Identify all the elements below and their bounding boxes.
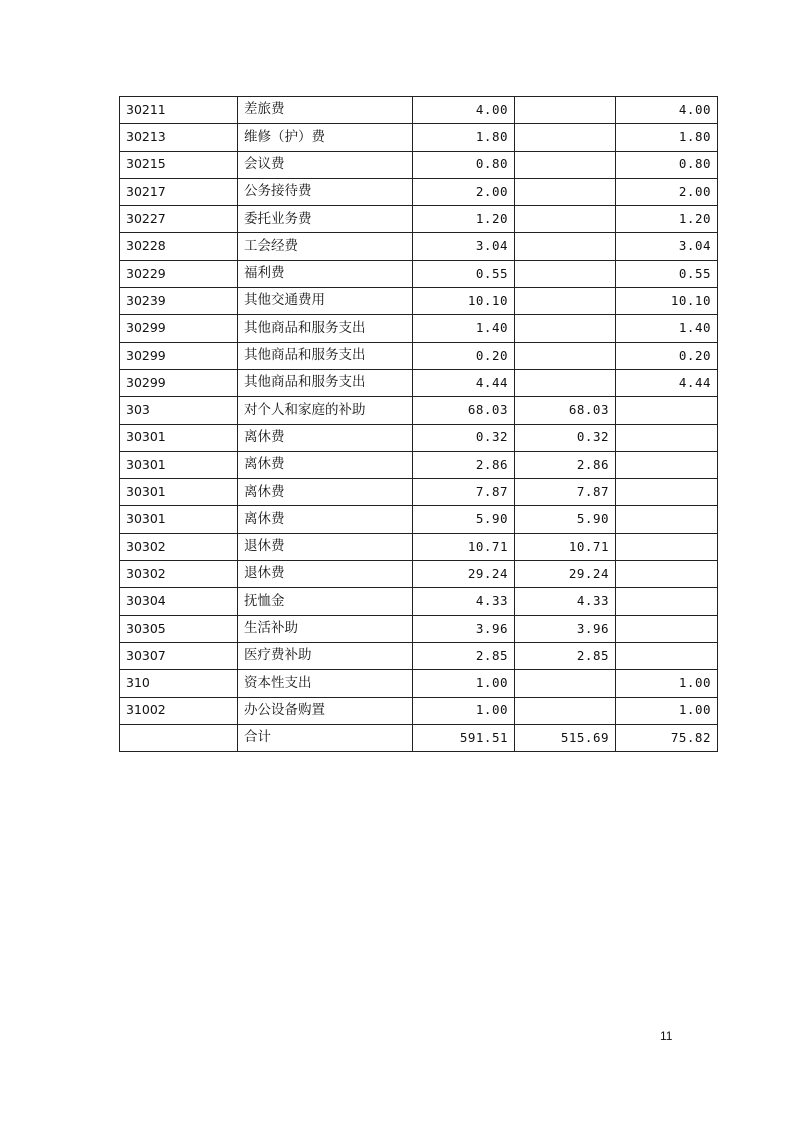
basic-cell: 68.03 [515,397,616,424]
code-cell: 30305 [120,615,238,642]
total-cell: 10.10 [413,288,515,315]
name-cell: 生活补助 [238,615,413,642]
table-row [120,506,718,533]
project-cell: 10.10 [616,288,718,315]
code-cell: 30227 [120,206,238,233]
total-cell: 2.85 [413,642,515,669]
code-cell: 30301 [120,424,238,451]
basic-cell: 10.71 [515,533,616,560]
table-row [120,233,718,260]
code-cell: 30239 [120,288,238,315]
total-cell: 10.71 [413,533,515,560]
table-body [120,97,718,752]
name-cell: 退休费 [238,561,413,588]
expenditure-table [119,96,718,752]
name-cell: 委托业务费 [238,206,413,233]
basic-cell [515,697,616,724]
project-cell [616,615,718,642]
name-cell: 福利费 [238,260,413,287]
basic-cell [515,97,616,124]
table-row [120,315,718,342]
basic-cell: 5.90 [515,506,616,533]
total-cell: 1.00 [413,697,515,724]
total-cell: 29.24 [413,561,515,588]
basic-cell [515,315,616,342]
total-cell: 2.86 [413,451,515,478]
total-cell: 3.96 [413,615,515,642]
table-row [120,424,718,451]
basic-cell [515,233,616,260]
code-cell: 310 [120,670,238,697]
code-cell: 30307 [120,642,238,669]
code-cell: 30228 [120,233,238,260]
table-row [120,369,718,396]
table-row [120,724,718,751]
total-cell: 0.20 [413,342,515,369]
name-cell: 对个人和家庭的补助 [238,397,413,424]
table-row [120,479,718,506]
total-cell: 1.20 [413,206,515,233]
name-cell: 抚恤金 [238,588,413,615]
basic-cell [515,260,616,287]
project-cell: 1.20 [616,206,718,233]
name-cell: 离休费 [238,451,413,478]
code-cell: 30299 [120,315,238,342]
basic-cell: 515.69 [515,724,616,751]
table-row [120,124,718,151]
table-row [120,697,718,724]
table-row [120,206,718,233]
basic-cell [515,124,616,151]
code-cell: 30301 [120,451,238,478]
basic-cell: 4.33 [515,588,616,615]
project-cell: 2.00 [616,178,718,205]
project-cell [616,424,718,451]
project-cell [616,479,718,506]
code-cell: 30229 [120,260,238,287]
basic-cell: 7.87 [515,479,616,506]
code-cell: 30217 [120,178,238,205]
name-cell: 资本性支出 [238,670,413,697]
project-cell: 1.40 [616,315,718,342]
project-cell: 4.00 [616,97,718,124]
total-cell: 7.87 [413,479,515,506]
code-cell: 30301 [120,479,238,506]
table-row [120,561,718,588]
code-cell: 30301 [120,506,238,533]
table-row [120,342,718,369]
total-cell: 0.55 [413,260,515,287]
project-cell [616,533,718,560]
name-cell: 公务接待费 [238,178,413,205]
name-cell: 其他商品和服务支出 [238,369,413,396]
total-cell: 4.00 [413,97,515,124]
project-cell: 75.82 [616,724,718,751]
basic-cell [515,206,616,233]
code-cell: 31002 [120,697,238,724]
project-cell: 1.00 [616,697,718,724]
name-cell: 其他商品和服务支出 [238,342,413,369]
table-row [120,642,718,669]
name-cell: 医疗费补助 [238,642,413,669]
table-row [120,588,718,615]
table-row [120,533,718,560]
name-cell: 其他交通费用 [238,288,413,315]
basic-cell: 29.24 [515,561,616,588]
table-row [120,451,718,478]
basic-cell: 0.32 [515,424,616,451]
project-cell: 0.80 [616,151,718,178]
name-cell: 维修（护）费 [238,124,413,151]
project-cell [616,642,718,669]
code-cell [120,724,238,751]
name-cell: 工会经费 [238,233,413,260]
name-cell: 差旅费 [238,97,413,124]
total-cell: 591.51 [413,724,515,751]
name-cell: 会议费 [238,151,413,178]
total-cell: 4.44 [413,369,515,396]
name-cell: 离休费 [238,424,413,451]
basic-cell: 2.86 [515,451,616,478]
total-cell: 2.00 [413,178,515,205]
project-cell [616,506,718,533]
total-cell: 1.00 [413,670,515,697]
basic-cell [515,151,616,178]
code-cell: 30211 [120,97,238,124]
total-cell: 0.32 [413,424,515,451]
project-cell: 0.55 [616,260,718,287]
table-row [120,670,718,697]
project-cell [616,451,718,478]
table-row [120,178,718,205]
total-cell: 1.40 [413,315,515,342]
table-row [120,397,718,424]
code-cell: 30215 [120,151,238,178]
code-cell: 30299 [120,369,238,396]
code-cell: 30304 [120,588,238,615]
basic-cell [515,670,616,697]
project-cell: 4.44 [616,369,718,396]
basic-cell [515,178,616,205]
basic-cell [515,342,616,369]
project-cell: 1.00 [616,670,718,697]
name-cell: 办公设备购置 [238,697,413,724]
code-cell: 30302 [120,533,238,560]
table-row [120,151,718,178]
name-cell: 合计 [238,724,413,751]
total-cell: 0.80 [413,151,515,178]
total-cell: 68.03 [413,397,515,424]
basic-cell: 2.85 [515,642,616,669]
name-cell: 离休费 [238,506,413,533]
code-cell: 30302 [120,561,238,588]
table-row [120,288,718,315]
name-cell: 退休费 [238,533,413,560]
project-cell: 0.20 [616,342,718,369]
name-cell: 离休费 [238,479,413,506]
basic-cell [515,288,616,315]
project-cell: 1.80 [616,124,718,151]
code-cell: 30213 [120,124,238,151]
code-cell: 303 [120,397,238,424]
project-cell [616,588,718,615]
total-cell: 5.90 [413,506,515,533]
total-cell: 1.80 [413,124,515,151]
total-cell: 3.04 [413,233,515,260]
project-cell [616,397,718,424]
project-cell [616,561,718,588]
table-row [120,97,718,124]
project-cell: 3.04 [616,233,718,260]
table-row [120,260,718,287]
basic-cell [515,369,616,396]
total-cell: 4.33 [413,588,515,615]
basic-cell: 3.96 [515,615,616,642]
table-row [120,615,718,642]
name-cell: 其他商品和服务支出 [238,315,413,342]
code-cell: 30299 [120,342,238,369]
page-number: 11 [660,1029,673,1043]
